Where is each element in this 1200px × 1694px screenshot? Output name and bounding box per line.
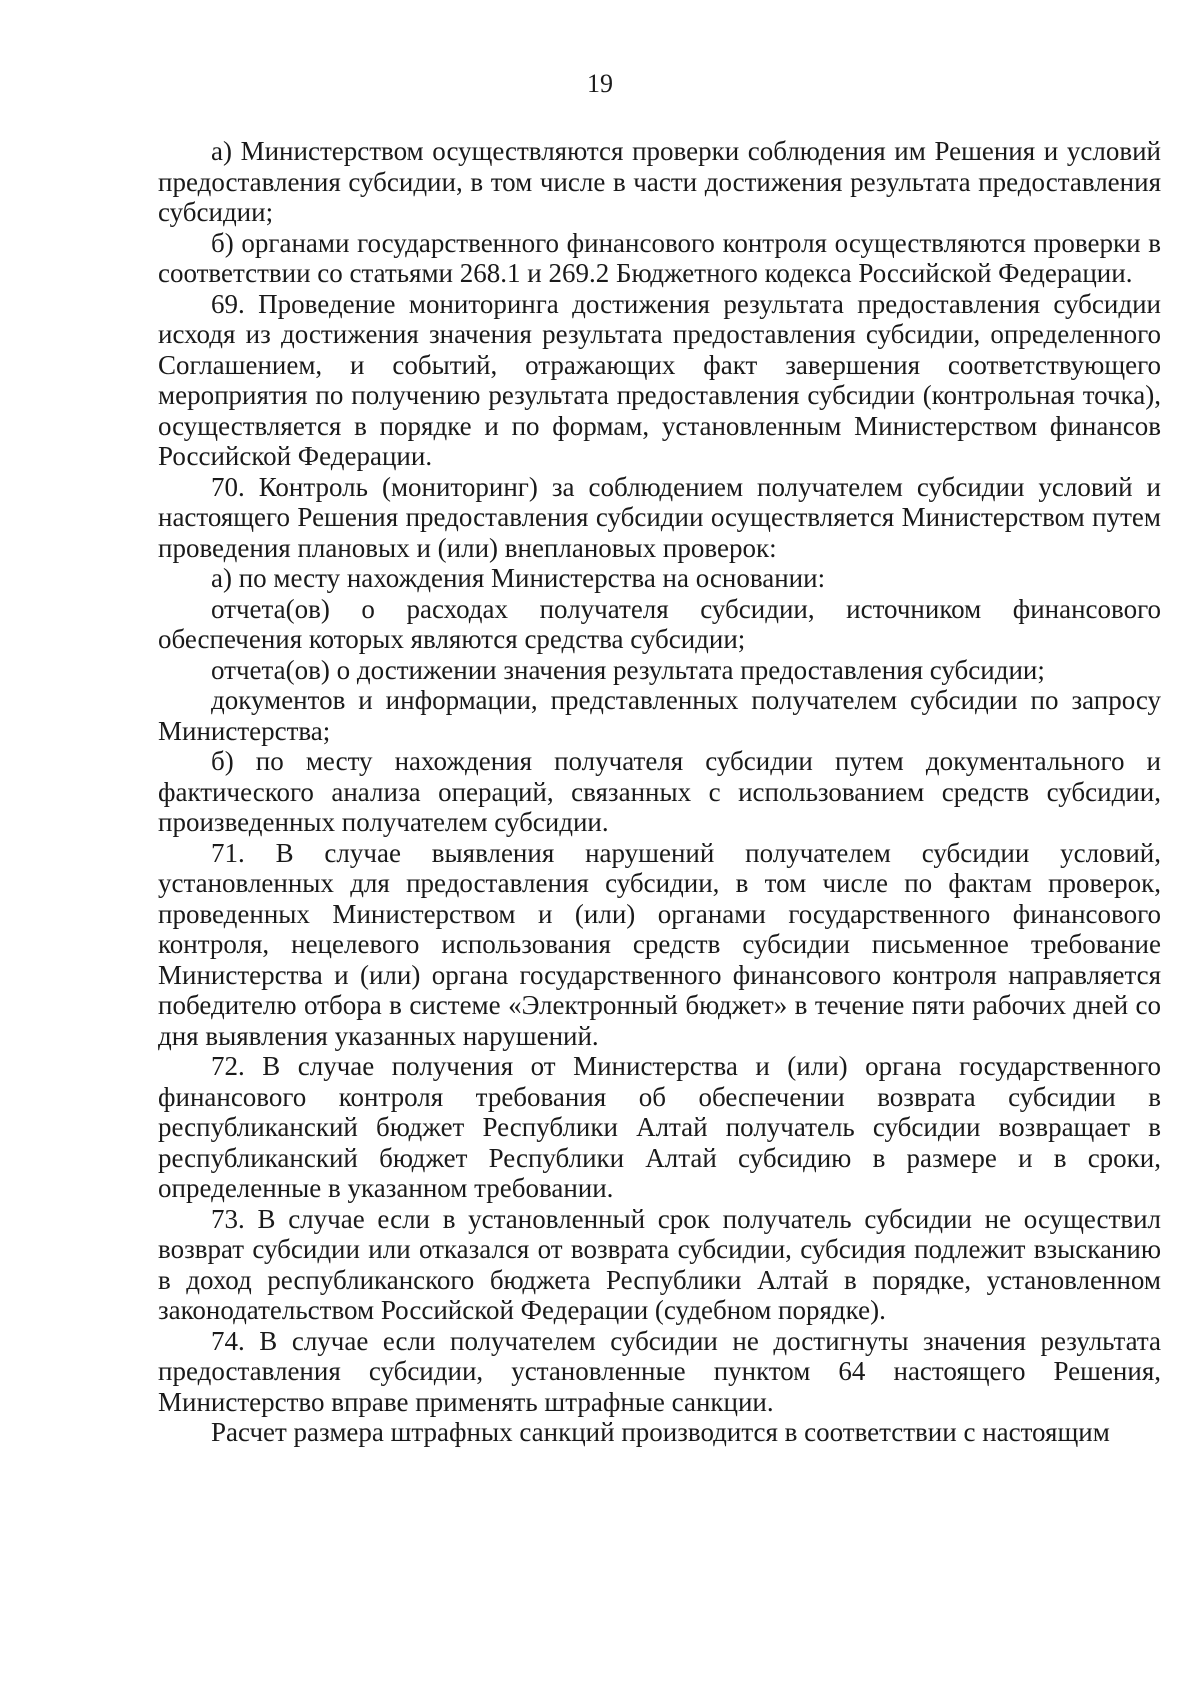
paragraph-70-a-result-reports: отчета(ов) о достижении значения результата предоставления субсидии; [211, 654, 1045, 685]
document-body [158, 136, 1161, 1448]
paragraph-70-b: б) по месту нахождения получателя субсидии путем документального и фактического анализа операций, связанных с использованием средств субсидии, произведенных получателем субсидии. [158, 746, 1161, 837]
paragraph-69: 69. Проведение мониторинга достижения результата предоставления субсидии исходя из достижения значения результата предоставления субсидии, определенного Соглашением, и событий, отражающих факт завершения соответствующего мероприятия по получению результата предоставления субсидии (контрольная точка), осуществляется в порядке и по формам, установленным Министерством финансов Российской Федерации. [158, 288, 1161, 471]
paragraph-70: 70. Контроль (мониторинг) за соблюдением получателем субсидии условий и настоящего Решения предоставления субсидии осуществляется Министерством путем проведения плановых и (или) внеплановых проверок: [158, 471, 1161, 563]
page-number: 19 [587, 69, 613, 98]
paragraph-74: 74. В случае если получателем субсидии не достигнуты значения результата предоставления субсидии, установленные пунктом 64 настоящего Решения, Министерство вправе применять штрафные санкции. [158, 1325, 1161, 1417]
paragraph-b-financial-control: б) органами государственного финансового контроля осуществляются проверки в соответствии со статьями 268.1 и 269.2 Бюджетного кодекса Российской Федерации. [158, 227, 1161, 288]
paragraph-73: 73. В случае если в установленный срок получатель субсидии не осуществил возврат субсидии или отказался от возврата субсидии, субсидия подлежит взысканию в доход республиканского бюджета Республики Алтай в порядке, установленном законодательством Российской Федерации (судебном порядке). [158, 1203, 1161, 1325]
paragraph-72: 72. В случае получения от Министерства и (или) органа государственного финансового контроля требования об обеспечении возврата субсидии в республиканский бюджет Республики Алтай получатель субсидии возвращает в республиканский бюджет Республики Алтай субсидию в размере и в сроки, определенные в указанном требовании. [158, 1051, 1161, 1203]
paragraph-a-ministry-checks: а) Министерством осуществляются проверки соблюдения им Решения и условий предоставления субсидии, в том числе в части достижения результата предоставления субсидии; [158, 136, 1161, 227]
paragraph-70-a-documents: документов и информации, представленных получателем субсидии по запросу Министерства; [158, 685, 1161, 746]
paragraph-70-a-expense-reports: отчета(ов) о расходах получателя субсидии, источником финансового обеспечения которых являются средства субсидии; [158, 593, 1161, 654]
paragraph-71: 71. В случае выявления нарушений получателем субсидии условий, установленных для предоставления субсидии, в том числе по фактам проверок, проведенных Министерством и (или) органами государственного финансового контроля, нецелевого использования средств субсидии письменное требование Министерства и (или) органа государственного финансового контроля направляется победителю отбора в системе «Электронный бюджет» в течение пяти рабочих дней со дня выявления указанных нарушений. [158, 837, 1161, 1051]
paragraph-70-a: а) по месту нахождения Министерства на основании: [211, 563, 826, 593]
paragraph-penalty-calculation: Расчет размера штрафных санкций производится в соответствии с настоящим [211, 1417, 1110, 1447]
